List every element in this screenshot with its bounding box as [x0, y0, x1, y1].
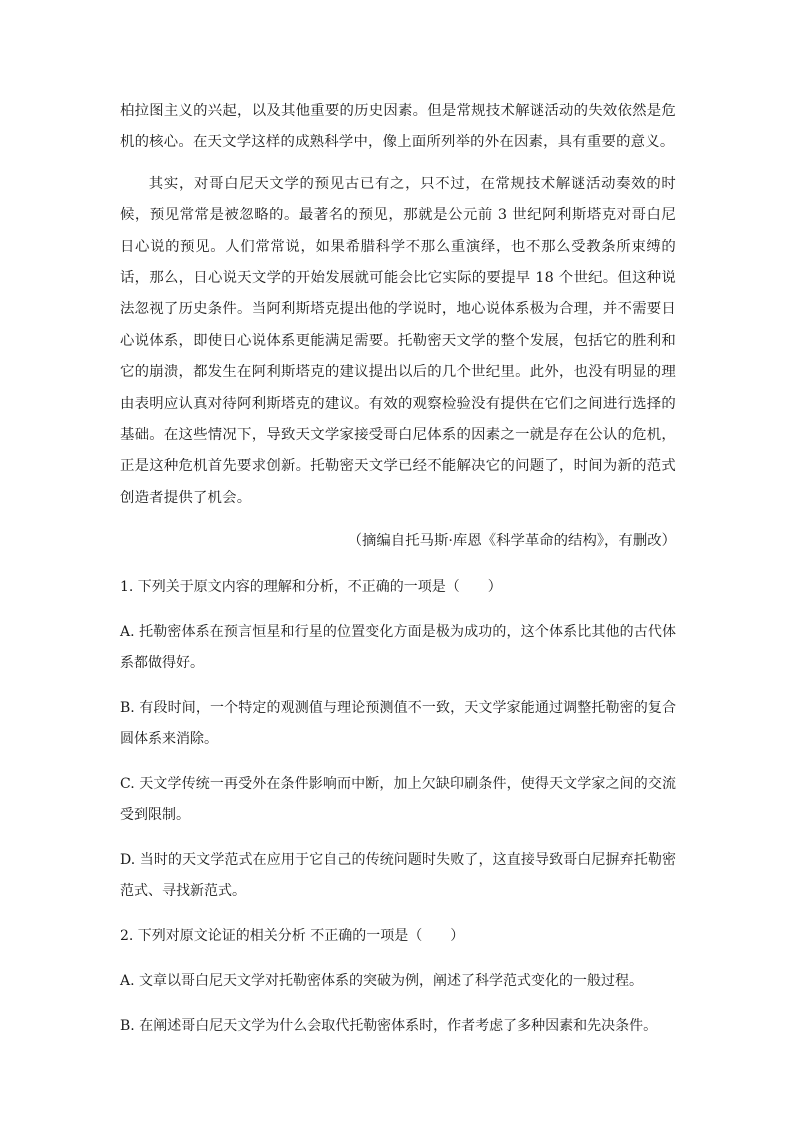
document-page	[120, 96, 676, 1042]
passage-source: （摘编自托马斯·库恩《科学革命的结构》，有删改）	[347, 533, 676, 550]
option-a: A. 托勒密体系在预言恒星和行星的位置变化方面是极为成功的，这个体系比其他的古代体系都做得好。	[120, 623, 676, 671]
question-stem: 1. 下列关于原文内容的理解和分析，不正确的一项是（ ）	[120, 578, 502, 595]
option-b: B. 有段时间，一个特定的观测值与理论预测值不一致，天文学家能通过调整托勒密的复合圆体系来消除。	[120, 699, 676, 747]
option-c: C. 天文学传统一再受外在条件影响而中断，加上欠缺印刷条件，使得天文学家之间的交流受到限制。	[120, 775, 676, 823]
option-a: A. 文章以哥白尼天文学对托勒密体系的突破为例，阐述了科学范式变化的一般过程。	[120, 972, 644, 989]
question-1	[120, 572, 676, 907]
passage-paragraph: 其实，对哥白尼天文学的预见古已有之，只不过，在常规技术解谜活动奏效的时候，预见常常是被忽略的。最著名的预见，那就是公元前 3 世纪阿利斯塔克对哥白尼日心说的预见。人们常常说，如果希腊科学不那么重演绎，也不那么受教条所束缚的话，那么，日心说天文学的开始发展就可能会比它实际的要提早 18 个世纪。但这种说法忽视了历史条件。当阿利斯塔克提出他的学说时，地心说体系极为合理，并不需要日心说体系，即使日心说体系更能满足需要。托勒密天文学的整个发展，包括它的胜利和它的崩溃，都发生在阿利斯塔克的建议提出以后的几个世纪里。此外，也没有明显的理由表明应认真对待阿利斯塔克的建议。有效的观察检验没有提供在它们之间进行选择的基础。在这些情况下，导致天文学家接受哥白尼体系的因素之一就是存在公认的危机，正是这种危机首先要求创新。托勒密天文学已经不能解决它的问题了，时间为新的范式创造者提供了机会。	[120, 175, 676, 506]
passage-continuation: 柏拉图主义的兴起，以及其他重要的历史因素。但是常规技术解谜活动的失效依然是危机的核心。在天文学这样的成熟科学中，像上面所列举的外在因素，具有重要的意义。	[120, 103, 676, 151]
option-b: B. 在阐述哥白尼天文学为什么会取代托勒密体系时，作者考虑了多种因素和先决条件。	[120, 1017, 658, 1034]
option-d: D. 当时的天文学范式在应用于它自己的传统问题时失败了，这直接导致哥白尼摒弃托勒密范式、寻找新范式。	[120, 851, 676, 899]
question-2	[120, 921, 676, 1042]
question-stem: 2. 下列对原文论证的相关分析 不正确的一项是（ ）	[120, 927, 465, 944]
